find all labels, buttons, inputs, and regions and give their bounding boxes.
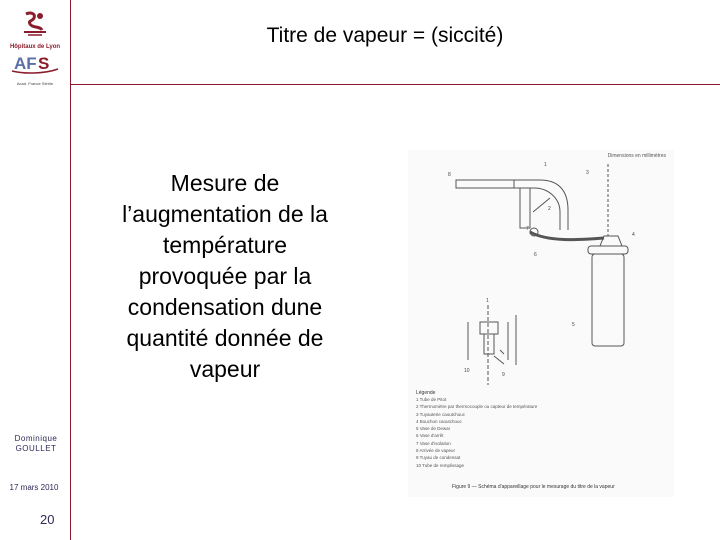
steam-inlet-pipe [456, 180, 514, 188]
part-label: 9 [502, 372, 505, 378]
legend-item: 9 Tuyau de condensat [416, 455, 461, 461]
pitot-tube-vertical [520, 188, 530, 228]
body-line: condensation dune [127, 294, 323, 320]
body-line: provoquée par la [138, 263, 312, 289]
legend-item: 10 Tube de remplissage [416, 462, 465, 468]
svg-text:S: S [38, 54, 50, 73]
page-number: 20 [40, 512, 55, 527]
part-label: 10 [464, 368, 470, 374]
legend-item: 1 Tube de Pitot [416, 397, 447, 402]
figure-caption: Figure 9 — Schéma d'appareillage pour le mesurage du titre de la vapeur [452, 484, 615, 490]
legend-item: 5 Vase de Dewar [416, 426, 451, 432]
detail-fitting [480, 322, 498, 334]
legend-item: 8 Arrivée de vapeur [416, 448, 456, 454]
vertical-divider [70, 0, 71, 540]
slide-body [80, 168, 370, 385]
part-label: 7 [526, 226, 529, 232]
dewar-vessel [592, 254, 624, 346]
body-line: Mesure de [170, 170, 280, 196]
hcl-logo-label: Hôpitaux de Lyon [9, 44, 61, 50]
part-label: 4 [632, 232, 635, 238]
part-label: 3 [586, 170, 589, 176]
figure-legend [416, 390, 666, 469]
sidebar [0, 0, 70, 540]
svg-text:AF: AF [14, 54, 37, 73]
author-name [4, 434, 68, 454]
apparatus-diagram [408, 150, 674, 390]
rubber-hose [530, 232, 604, 240]
hcl-emblem-icon [20, 10, 50, 38]
part-label: 8 [448, 172, 451, 178]
body-line: température [162, 232, 287, 258]
apparatus-figure [408, 150, 674, 497]
afs-logo [8, 52, 62, 86]
author-last-name: GOULLET [15, 444, 57, 453]
author-first-name: Dominique [14, 434, 58, 443]
legend-item: 6 Vase d'arrêt [416, 433, 444, 439]
rubber-stopper [600, 236, 622, 246]
legend-item: 2 Thermomètre par thermocouple ou capteur de température [416, 404, 538, 410]
horizontal-divider [70, 84, 720, 85]
body-line: vapeur [189, 356, 261, 382]
legend-item: 3 Tuyauterie caoutchouc [416, 411, 466, 417]
part-label: 6 [534, 252, 537, 258]
body-line: l’augmentation de la [122, 201, 328, 227]
part-label: 5 [572, 322, 575, 328]
presentation-date: 17 mars 2010 [9, 483, 59, 492]
afs-logo-graphic [10, 52, 60, 74]
afs-logo-subtitle: Acad. France Stérile [16, 81, 54, 86]
legend-item: 7 Vase d'isolation [416, 440, 451, 446]
figure-units-note: Dimensions en millimètres [607, 153, 666, 159]
slide-title: Titre de vapeur = (siccité) [266, 24, 504, 47]
body-line: quantité donnée de [126, 325, 324, 351]
part-label: 1 [544, 162, 547, 168]
part-label: 1 [486, 298, 489, 304]
legend-title: Légende [416, 390, 436, 396]
legend-item: 4 Bouchon caoutchouc [416, 418, 462, 424]
hcl-logo [8, 10, 62, 50]
part-label: 2 [548, 206, 551, 212]
